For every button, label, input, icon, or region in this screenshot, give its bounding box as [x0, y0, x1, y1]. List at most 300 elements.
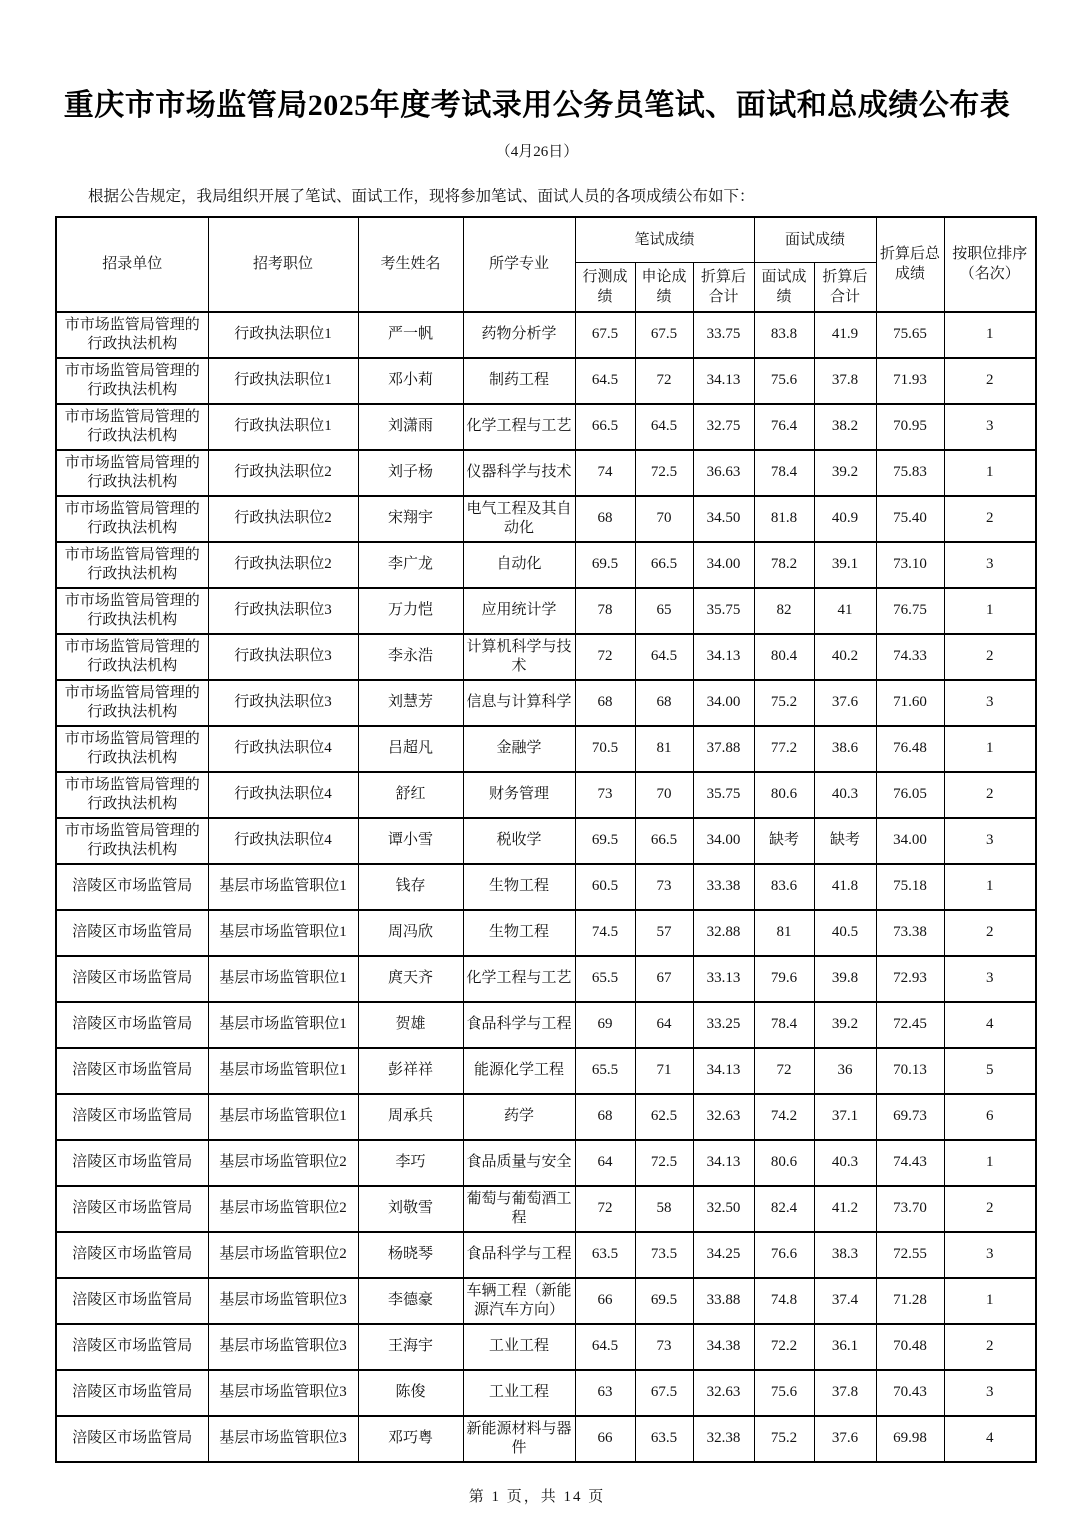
cell-xingce: 68: [575, 1094, 635, 1140]
cell-major: 葡萄与葡萄酒工程: [463, 1186, 575, 1232]
cell-unit: 涪陵区市场监管局: [56, 1370, 208, 1416]
cell-shenlun: 72.5: [635, 1140, 693, 1186]
cell-major: 新能源材料与器件: [463, 1416, 575, 1462]
cell-name: 刘敬雪: [358, 1186, 463, 1232]
table-header: [56, 217, 1036, 312]
cell-position: 基层市场监管职位1: [208, 1002, 358, 1048]
cell-major: 应用统计学: [463, 588, 575, 634]
cell-unit: 涪陵区市场监管局: [56, 864, 208, 910]
cell-shenlun: 72: [635, 358, 693, 404]
cell-xingce: 67.5: [575, 312, 635, 358]
cell-position: 行政执法职位2: [208, 496, 358, 542]
col-header-name: 考生姓名: [358, 217, 463, 312]
cell-interview_total: 39.8: [814, 956, 876, 1002]
cell-interview_score: 83.8: [754, 312, 814, 358]
cell-interview_total: 36: [814, 1048, 876, 1094]
cell-shenlun: 63.5: [635, 1416, 693, 1462]
cell-name: 万力恺: [358, 588, 463, 634]
cell-major: 生物工程: [463, 910, 575, 956]
cell-interview_total: 40.2: [814, 634, 876, 680]
cell-final_total: 71.93: [876, 358, 944, 404]
cell-major: 税收学: [463, 818, 575, 864]
cell-unit: 涪陵区市场监管局: [56, 1186, 208, 1232]
cell-shenlun: 64.5: [635, 634, 693, 680]
cell-name: 吕超凡: [358, 726, 463, 772]
cell-position: 基层市场监管职位3: [208, 1416, 358, 1462]
cell-position: 基层市场监管职位2: [208, 1232, 358, 1278]
cell-name: 庹天齐: [358, 956, 463, 1002]
cell-shenlun: 73: [635, 1324, 693, 1370]
table-row: [56, 1002, 1036, 1048]
table-row: [56, 1232, 1036, 1278]
cell-shenlun: 67.5: [635, 312, 693, 358]
cell-written_total: 34.13: [693, 358, 754, 404]
cell-name: 贺雄: [358, 1002, 463, 1048]
cell-position: 基层市场监管职位1: [208, 1094, 358, 1140]
cell-interview_score: 80.4: [754, 634, 814, 680]
cell-position: 行政执法职位3: [208, 588, 358, 634]
cell-unit: 市市场监管局管理的行政执法机构: [56, 634, 208, 680]
cell-name: 陈俊: [358, 1370, 463, 1416]
cell-interview_score: 75.6: [754, 358, 814, 404]
cell-rank: 3: [944, 956, 1036, 1002]
col-group-written-score: 笔试成绩: [575, 217, 754, 263]
cell-xingce: 65.5: [575, 956, 635, 1002]
cell-interview_total: 38.2: [814, 404, 876, 450]
cell-position: 基层市场监管职位1: [208, 956, 358, 1002]
cell-shenlun: 70: [635, 772, 693, 818]
cell-xingce: 70.5: [575, 726, 635, 772]
cell-final_total: 72.55: [876, 1232, 944, 1278]
cell-interview_total: 40.5: [814, 910, 876, 956]
cell-interview_total: 41: [814, 588, 876, 634]
cell-final_total: 76.05: [876, 772, 944, 818]
cell-position: 基层市场监管职位3: [208, 1278, 358, 1324]
cell-interview_score: 76.6: [754, 1232, 814, 1278]
col-group-interview-score: 面试成绩: [754, 217, 876, 263]
cell-written_total: 33.75: [693, 312, 754, 358]
cell-name: 邓小莉: [358, 358, 463, 404]
cell-unit: 市市场监管局管理的行政执法机构: [56, 358, 208, 404]
cell-written_total: 33.13: [693, 956, 754, 1002]
cell-written_total: 33.25: [693, 1002, 754, 1048]
cell-position: 行政执法职位1: [208, 358, 358, 404]
cell-interview_score: 75.2: [754, 1416, 814, 1462]
cell-name: 李广龙: [358, 542, 463, 588]
cell-interview_score: 82: [754, 588, 814, 634]
table-row: [56, 542, 1036, 588]
cell-shenlun: 67: [635, 956, 693, 1002]
cell-major: 食品科学与工程: [463, 1232, 575, 1278]
cell-rank: 3: [944, 1370, 1036, 1416]
cell-unit: 涪陵区市场监管局: [56, 1278, 208, 1324]
cell-rank: 3: [944, 404, 1036, 450]
cell-xingce: 63.5: [575, 1232, 635, 1278]
intro-paragraph: 根据公告规定，我局组织开展了笔试、面试工作，现将参加笔试、面试人员的各项成绩公布如下：: [88, 188, 755, 205]
cell-rank: 1: [944, 588, 1036, 634]
cell-name: 王海宇: [358, 1324, 463, 1370]
cell-shenlun: 71: [635, 1048, 693, 1094]
table-row: [56, 864, 1036, 910]
cell-rank: 2: [944, 496, 1036, 542]
cell-position: 基层市场监管职位2: [208, 1140, 358, 1186]
cell-interview_total: 37.6: [814, 1416, 876, 1462]
cell-final_total: 75.83: [876, 450, 944, 496]
cell-rank: 2: [944, 1186, 1036, 1232]
cell-interview_score: 74.8: [754, 1278, 814, 1324]
cell-written_total: 34.25: [693, 1232, 754, 1278]
cell-xingce: 72: [575, 1186, 635, 1232]
cell-interview_score: 81.8: [754, 496, 814, 542]
cell-position: 行政执法职位2: [208, 542, 358, 588]
cell-shenlun: 69.5: [635, 1278, 693, 1324]
cell-rank: 3: [944, 818, 1036, 864]
cell-shenlun: 64.5: [635, 404, 693, 450]
table-row: [56, 496, 1036, 542]
cell-unit: 市市场监管局管理的行政执法机构: [56, 680, 208, 726]
cell-major: 金融学: [463, 726, 575, 772]
cell-position: 行政执法职位4: [208, 818, 358, 864]
cell-major: 制药工程: [463, 358, 575, 404]
cell-name: 杨晓琴: [358, 1232, 463, 1278]
cell-rank: 4: [944, 1002, 1036, 1048]
table-row: [56, 1140, 1036, 1186]
cell-xingce: 66: [575, 1416, 635, 1462]
table-body: [56, 312, 1036, 1462]
cell-shenlun: 64: [635, 1002, 693, 1048]
cell-name: 邓巧粤: [358, 1416, 463, 1462]
cell-written_total: 34.13: [693, 634, 754, 680]
col-header-shenlun: 申论成绩: [635, 262, 693, 312]
cell-interview_total: 38.6: [814, 726, 876, 772]
cell-xingce: 69: [575, 1002, 635, 1048]
cell-unit: 涪陵区市场监管局: [56, 1416, 208, 1462]
cell-major: 化学工程与工艺: [463, 956, 575, 1002]
cell-interview_score: 80.6: [754, 1140, 814, 1186]
cell-written_total: 34.13: [693, 1140, 754, 1186]
cell-unit: 市市场监管局管理的行政执法机构: [56, 404, 208, 450]
cell-written_total: 35.75: [693, 772, 754, 818]
cell-xingce: 64: [575, 1140, 635, 1186]
cell-rank: 1: [944, 312, 1036, 358]
cell-rank: 2: [944, 358, 1036, 404]
cell-rank: 1: [944, 1140, 1036, 1186]
cell-rank: 1: [944, 726, 1036, 772]
cell-final_total: 71.60: [876, 680, 944, 726]
cell-interview_total: 37.1: [814, 1094, 876, 1140]
cell-name: 舒红: [358, 772, 463, 818]
cell-final_total: 69.73: [876, 1094, 944, 1140]
cell-rank: 1: [944, 864, 1036, 910]
cell-xingce: 69.5: [575, 818, 635, 864]
cell-rank: 2: [944, 772, 1036, 818]
cell-major: 食品科学与工程: [463, 1002, 575, 1048]
cell-interview_total: 36.1: [814, 1324, 876, 1370]
cell-unit: 市市场监管局管理的行政执法机构: [56, 542, 208, 588]
cell-interview_score: 80.6: [754, 772, 814, 818]
cell-shenlun: 58: [635, 1186, 693, 1232]
cell-position: 行政执法职位3: [208, 680, 358, 726]
cell-unit: 市市场监管局管理的行政执法机构: [56, 818, 208, 864]
cell-final_total: 75.40: [876, 496, 944, 542]
col-header-final-total: 折算后总成绩: [876, 217, 944, 312]
cell-interview_total: 41.9: [814, 312, 876, 358]
cell-name: 李德豪: [358, 1278, 463, 1324]
cell-final_total: 72.93: [876, 956, 944, 1002]
cell-name: 刘子杨: [358, 450, 463, 496]
cell-written_total: 34.38: [693, 1324, 754, 1370]
cell-rank: 5: [944, 1048, 1036, 1094]
cell-interview_total: 39.1: [814, 542, 876, 588]
cell-interview_total: 39.2: [814, 1002, 876, 1048]
cell-major: 仪器科学与技术: [463, 450, 575, 496]
cell-interview_total: 37.8: [814, 1370, 876, 1416]
cell-written_total: 32.38: [693, 1416, 754, 1462]
table-row: [56, 1048, 1036, 1094]
cell-interview_score: 75.2: [754, 680, 814, 726]
cell-major: 信息与计算科学: [463, 680, 575, 726]
cell-name: 李巧: [358, 1140, 463, 1186]
table-row: [56, 910, 1036, 956]
cell-interview_total: 缺考: [814, 818, 876, 864]
cell-rank: 2: [944, 1324, 1036, 1370]
cell-unit: 涪陵区市场监管局: [56, 1140, 208, 1186]
cell-xingce: 60.5: [575, 864, 635, 910]
cell-written_total: 34.50: [693, 496, 754, 542]
table-row: [56, 1278, 1036, 1324]
table-row: [56, 818, 1036, 864]
cell-xingce: 66: [575, 1278, 635, 1324]
cell-interview_total: 37.8: [814, 358, 876, 404]
cell-unit: 涪陵区市场监管局: [56, 910, 208, 956]
col-header-interview-score: 面试成绩: [754, 262, 814, 312]
cell-rank: 1: [944, 1278, 1036, 1324]
cell-interview_score: 83.6: [754, 864, 814, 910]
cell-rank: 3: [944, 680, 1036, 726]
table-row: [56, 1370, 1036, 1416]
cell-xingce: 68: [575, 496, 635, 542]
cell-position: 基层市场监管职位1: [208, 910, 358, 956]
cell-interview_score: 77.2: [754, 726, 814, 772]
cell-shenlun: 66.5: [635, 818, 693, 864]
cell-interview_total: 41.8: [814, 864, 876, 910]
table-row: [56, 1186, 1036, 1232]
col-header-xingce: 行测成绩: [575, 262, 635, 312]
cell-xingce: 68: [575, 680, 635, 726]
cell-shenlun: 81: [635, 726, 693, 772]
cell-final_total: 76.48: [876, 726, 944, 772]
cell-final_total: 70.13: [876, 1048, 944, 1094]
cell-name: 严一帆: [358, 312, 463, 358]
cell-interview_score: 78.2: [754, 542, 814, 588]
cell-final_total: 73.38: [876, 910, 944, 956]
cell-major: 工业工程: [463, 1370, 575, 1416]
cell-shenlun: 73: [635, 864, 693, 910]
cell-interview_total: 38.3: [814, 1232, 876, 1278]
cell-position: 行政执法职位4: [208, 726, 358, 772]
cell-interview_score: 78.4: [754, 1002, 814, 1048]
cell-interview_total: 40.9: [814, 496, 876, 542]
cell-name: 钱存: [358, 864, 463, 910]
cell-written_total: 33.88: [693, 1278, 754, 1324]
cell-name: 彭祥祥: [358, 1048, 463, 1094]
cell-final_total: 74.43: [876, 1140, 944, 1186]
cell-final_total: 70.43: [876, 1370, 944, 1416]
cell-major: 化学工程与工艺: [463, 404, 575, 450]
cell-name: 宋翔宇: [358, 496, 463, 542]
cell-name: 谭小雪: [358, 818, 463, 864]
cell-written_total: 36.63: [693, 450, 754, 496]
cell-final_total: 73.10: [876, 542, 944, 588]
scores-table: [55, 216, 1037, 1463]
cell-xingce: 63: [575, 1370, 635, 1416]
cell-unit: 市市场监管局管理的行政执法机构: [56, 726, 208, 772]
cell-interview_total: 40.3: [814, 772, 876, 818]
cell-unit: 市市场监管局管理的行政执法机构: [56, 772, 208, 818]
cell-interview_score: 74.2: [754, 1094, 814, 1140]
cell-final_total: 75.65: [876, 312, 944, 358]
cell-final_total: 69.98: [876, 1416, 944, 1462]
cell-interview_score: 78.4: [754, 450, 814, 496]
cell-position: 基层市场监管职位1: [208, 1048, 358, 1094]
table-row: [56, 404, 1036, 450]
cell-written_total: 35.75: [693, 588, 754, 634]
table-row: [56, 634, 1036, 680]
col-header-major: 所学专业: [463, 217, 575, 312]
table-row: [56, 588, 1036, 634]
cell-rank: 2: [944, 910, 1036, 956]
cell-unit: 涪陵区市场监管局: [56, 1048, 208, 1094]
cell-rank: 2: [944, 634, 1036, 680]
cell-unit: 涪陵区市场监管局: [56, 1324, 208, 1370]
cell-shenlun: 66.5: [635, 542, 693, 588]
cell-interview_total: 39.2: [814, 450, 876, 496]
cell-major: 工业工程: [463, 1324, 575, 1370]
cell-major: 自动化: [463, 542, 575, 588]
cell-interview_score: 76.4: [754, 404, 814, 450]
cell-xingce: 78: [575, 588, 635, 634]
cell-unit: 市市场监管局管理的行政执法机构: [56, 312, 208, 358]
cell-unit: 涪陵区市场监管局: [56, 956, 208, 1002]
cell-interview_score: 72: [754, 1048, 814, 1094]
cell-final_total: 34.00: [876, 818, 944, 864]
cell-written_total: 32.50: [693, 1186, 754, 1232]
cell-shenlun: 65: [635, 588, 693, 634]
cell-major: 食品质量与安全: [463, 1140, 575, 1186]
cell-xingce: 72: [575, 634, 635, 680]
cell-shenlun: 67.5: [635, 1370, 693, 1416]
cell-xingce: 74.5: [575, 910, 635, 956]
cell-interview_score: 79.6: [754, 956, 814, 1002]
cell-interview_total: 37.4: [814, 1278, 876, 1324]
table-row: [56, 680, 1036, 726]
cell-interview_score: 72.2: [754, 1324, 814, 1370]
col-header-interview-total: 折算后合计: [814, 262, 876, 312]
cell-position: 行政执法职位1: [208, 404, 358, 450]
cell-shenlun: 68: [635, 680, 693, 726]
table-row: [56, 726, 1036, 772]
cell-rank: 1: [944, 450, 1036, 496]
cell-name: 李永浩: [358, 634, 463, 680]
cell-xingce: 64.5: [575, 358, 635, 404]
page-number: 第 1 页，共 14 页: [468, 1488, 606, 1505]
cell-interview_total: 37.6: [814, 680, 876, 726]
col-header-position: 招考职位: [208, 217, 358, 312]
cell-unit: 市市场监管局管理的行政执法机构: [56, 496, 208, 542]
table-row: [56, 312, 1036, 358]
cell-xingce: 73: [575, 772, 635, 818]
cell-written_total: 32.63: [693, 1370, 754, 1416]
cell-unit: 市市场监管局管理的行政执法机构: [56, 588, 208, 634]
cell-rank: 4: [944, 1416, 1036, 1462]
cell-name: 周冯欣: [358, 910, 463, 956]
cell-unit: 涪陵区市场监管局: [56, 1094, 208, 1140]
col-header-unit: 招录单位: [56, 217, 208, 312]
cell-final_total: 76.75: [876, 588, 944, 634]
cell-major: 财务管理: [463, 772, 575, 818]
cell-final_total: 74.33: [876, 634, 944, 680]
cell-major: 药学: [463, 1094, 575, 1140]
cell-interview_score: 81: [754, 910, 814, 956]
cell-xingce: 65.5: [575, 1048, 635, 1094]
cell-position: 行政执法职位1: [208, 312, 358, 358]
table-row: [56, 1324, 1036, 1370]
cell-major: 能源化学工程: [463, 1048, 575, 1094]
cell-unit: 涪陵区市场监管局: [56, 1232, 208, 1278]
cell-interview_total: 40.3: [814, 1140, 876, 1186]
cell-major: 车辆工程（新能源汽车方向）: [463, 1278, 575, 1324]
cell-interview_total: 41.2: [814, 1186, 876, 1232]
cell-written_total: 32.63: [693, 1094, 754, 1140]
cell-shenlun: 70: [635, 496, 693, 542]
cell-interview_score: 82.4: [754, 1186, 814, 1232]
cell-position: 基层市场监管职位1: [208, 864, 358, 910]
header-row-groups: [56, 217, 1036, 263]
cell-major: 电气工程及其自动化: [463, 496, 575, 542]
cell-xingce: 64.5: [575, 1324, 635, 1370]
table-row: [56, 450, 1036, 496]
cell-shenlun: 72.5: [635, 450, 693, 496]
cell-written_total: 32.75: [693, 404, 754, 450]
cell-shenlun: 73.5: [635, 1232, 693, 1278]
cell-position: 行政执法职位4: [208, 772, 358, 818]
cell-written_total: 34.00: [693, 818, 754, 864]
page-title: 重庆市市场监管局2025年度考试录用公务员笔试、面试和总成绩公布表: [63, 89, 1011, 122]
cell-xingce: 74: [575, 450, 635, 496]
col-header-rank: 按职位排序（名次）: [944, 217, 1036, 312]
cell-written_total: 33.38: [693, 864, 754, 910]
page-subtitle: （4月26日）: [495, 144, 579, 160]
table-row: [56, 1416, 1036, 1462]
cell-position: 行政执法职位3: [208, 634, 358, 680]
cell-written_total: 34.13: [693, 1048, 754, 1094]
cell-final_total: 75.18: [876, 864, 944, 910]
cell-major: 生物工程: [463, 864, 575, 910]
table-row: [56, 956, 1036, 1002]
cell-major: 计算机科学与技术: [463, 634, 575, 680]
cell-position: 基层市场监管职位2: [208, 1186, 358, 1232]
cell-final_total: 72.45: [876, 1002, 944, 1048]
cell-unit: 涪陵区市场监管局: [56, 1002, 208, 1048]
cell-written_total: 37.88: [693, 726, 754, 772]
table-row: [56, 772, 1036, 818]
cell-major: 药物分析学: [463, 312, 575, 358]
cell-rank: 3: [944, 542, 1036, 588]
cell-shenlun: 62.5: [635, 1094, 693, 1140]
cell-written_total: 32.88: [693, 910, 754, 956]
cell-position: 行政执法职位2: [208, 450, 358, 496]
cell-name: 周承兵: [358, 1094, 463, 1140]
